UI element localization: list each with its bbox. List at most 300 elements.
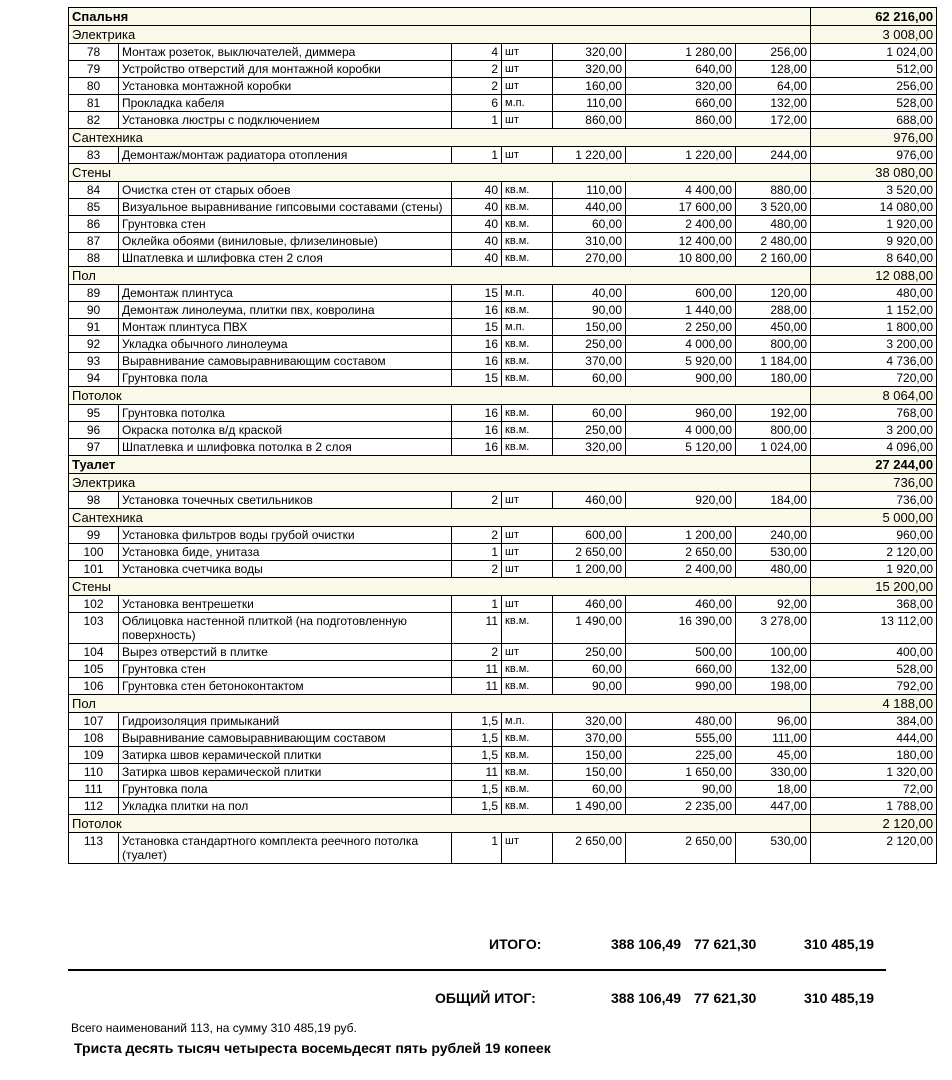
item-unit: кв.м. (502, 798, 553, 815)
item-description: Облицовка настенной плиткой (на подготовленную поверхность) (119, 613, 452, 644)
totals-divider (68, 969, 886, 971)
item-number: 79 (69, 61, 119, 78)
item-discount: 480,00 (736, 561, 811, 578)
item-total: 256,00 (811, 78, 937, 95)
item-quantity: 2 (452, 644, 502, 661)
item-discount: 447,00 (736, 798, 811, 815)
item-sum: 17 600,00 (626, 199, 736, 216)
item-quantity: 16 (452, 422, 502, 439)
item-number: 99 (69, 527, 119, 544)
section-name: Сантехника (69, 509, 811, 527)
item-total: 3 200,00 (811, 422, 937, 439)
item-unit: кв.м. (502, 405, 553, 422)
item-number: 98 (69, 492, 119, 509)
item-unit: шт (502, 112, 553, 129)
item-price: 320,00 (553, 61, 626, 78)
item-number: 95 (69, 405, 119, 422)
item-discount: 2 160,00 (736, 250, 811, 267)
item-number: 104 (69, 644, 119, 661)
item-description: Укладка плитки на пол (119, 798, 452, 815)
item-total: 528,00 (811, 95, 937, 112)
item-sum: 460,00 (626, 596, 736, 613)
estimate-sheet (68, 7, 934, 864)
item-sum: 2 400,00 (626, 561, 736, 578)
item-description: Оклейка обоями (виниловые, флизелиновые) (119, 233, 452, 250)
item-price: 370,00 (553, 353, 626, 370)
item-discount: 3 278,00 (736, 613, 811, 644)
table-row (69, 182, 937, 199)
item-total: 976,00 (811, 147, 937, 164)
item-number: 100 (69, 544, 119, 561)
item-discount: 120,00 (736, 285, 811, 302)
item-sum: 225,00 (626, 747, 736, 764)
section-header-row (69, 387, 937, 405)
item-sum: 16 390,00 (626, 613, 736, 644)
item-number: 109 (69, 747, 119, 764)
item-unit: кв.м. (502, 661, 553, 678)
table-row (69, 833, 937, 864)
item-discount: 184,00 (736, 492, 811, 509)
item-number: 86 (69, 216, 119, 233)
item-description: Шпатлевка и шлифовка потолка в 2 слоя (119, 439, 452, 456)
itogo-sum: 388 106,49 (611, 936, 682, 952)
item-number: 96 (69, 422, 119, 439)
item-total: 2 120,00 (811, 544, 937, 561)
item-description: Окраска потолка в/д краской (119, 422, 452, 439)
item-discount: 45,00 (736, 747, 811, 764)
item-discount: 111,00 (736, 730, 811, 747)
item-quantity: 16 (452, 353, 502, 370)
item-total: 688,00 (811, 112, 937, 129)
section-total: 38 080,00 (811, 164, 937, 182)
item-unit: кв.м. (502, 370, 553, 387)
item-quantity: 40 (452, 182, 502, 199)
item-price: 150,00 (553, 747, 626, 764)
item-price: 60,00 (553, 661, 626, 678)
item-unit: шт (502, 527, 553, 544)
table-row (69, 61, 937, 78)
item-discount: 198,00 (736, 678, 811, 695)
item-quantity: 2 (452, 561, 502, 578)
section-total: 736,00 (811, 474, 937, 492)
item-total: 1 920,00 (811, 561, 937, 578)
item-total: 72,00 (811, 781, 937, 798)
item-price: 1 490,00 (553, 613, 626, 644)
item-unit: кв.м. (502, 353, 553, 370)
item-total: 4 736,00 (811, 353, 937, 370)
section-header-row (69, 815, 937, 833)
section-name: Электрика (69, 26, 811, 44)
table-row (69, 439, 937, 456)
item-quantity: 16 (452, 405, 502, 422)
item-quantity: 16 (452, 439, 502, 456)
item-quantity: 1,5 (452, 781, 502, 798)
item-unit: кв.м. (502, 250, 553, 267)
item-number: 87 (69, 233, 119, 250)
item-price: 320,00 (553, 44, 626, 61)
item-description: Грунтовка стен (119, 216, 452, 233)
item-unit: кв.м. (502, 678, 553, 695)
item-price: 90,00 (553, 302, 626, 319)
item-total: 1 788,00 (811, 798, 937, 815)
item-number: 107 (69, 713, 119, 730)
room-header-row (69, 456, 937, 474)
table-row (69, 596, 937, 613)
item-total: 768,00 (811, 405, 937, 422)
item-unit: шт (502, 561, 553, 578)
item-unit: шт (502, 61, 553, 78)
item-unit: кв.м. (502, 216, 553, 233)
section-header-row (69, 695, 937, 713)
item-price: 310,00 (553, 233, 626, 250)
table-row (69, 353, 937, 370)
item-unit: кв.м. (502, 747, 553, 764)
item-discount: 192,00 (736, 405, 811, 422)
item-total: 1 320,00 (811, 764, 937, 781)
section-name: Потолок (69, 387, 811, 405)
item-number: 85 (69, 199, 119, 216)
item-quantity: 11 (452, 764, 502, 781)
item-description: Гидроизоляция примыканий (119, 713, 452, 730)
item-unit: м.п. (502, 713, 553, 730)
section-name: Сантехника (69, 129, 811, 147)
item-quantity: 1 (452, 833, 502, 864)
item-discount: 132,00 (736, 95, 811, 112)
item-discount: 1 024,00 (736, 439, 811, 456)
item-number: 88 (69, 250, 119, 267)
item-unit: кв.м. (502, 302, 553, 319)
item-quantity: 40 (452, 199, 502, 216)
section-total: 2 120,00 (811, 815, 937, 833)
item-description: Установка стандартного комплекта реечного потолка (туалет) (119, 833, 452, 864)
item-price: 150,00 (553, 764, 626, 781)
itogo-discount: 77 621,30 (694, 936, 757, 952)
item-unit: м.п. (502, 319, 553, 336)
item-total: 13 112,00 (811, 613, 937, 644)
table-row (69, 285, 937, 302)
table-row (69, 370, 937, 387)
section-header-row (69, 474, 937, 492)
item-unit: м.п. (502, 95, 553, 112)
item-sum: 600,00 (626, 285, 736, 302)
item-discount: 100,00 (736, 644, 811, 661)
item-number: 108 (69, 730, 119, 747)
item-price: 1 490,00 (553, 798, 626, 815)
item-total: 8 640,00 (811, 250, 937, 267)
item-price: 60,00 (553, 370, 626, 387)
itogo-total: 310 485,19 (804, 936, 875, 952)
item-price: 320,00 (553, 713, 626, 730)
item-total: 480,00 (811, 285, 937, 302)
table-row (69, 781, 937, 798)
item-description: Установка счетчика воды (119, 561, 452, 578)
section-total: 8 064,00 (811, 387, 937, 405)
item-price: 320,00 (553, 439, 626, 456)
item-total: 1 800,00 (811, 319, 937, 336)
table-row (69, 422, 937, 439)
item-price: 150,00 (553, 319, 626, 336)
table-row (69, 250, 937, 267)
item-total: 14 080,00 (811, 199, 937, 216)
table-row (69, 644, 937, 661)
item-discount: 1 184,00 (736, 353, 811, 370)
item-discount: 244,00 (736, 147, 811, 164)
item-description: Демонтаж линолеума, плитки пвх, ковролина (119, 302, 452, 319)
item-discount: 3 520,00 (736, 199, 811, 216)
section-header-row (69, 164, 937, 182)
section-total: 976,00 (811, 129, 937, 147)
item-total: 792,00 (811, 678, 937, 695)
item-price: 460,00 (553, 492, 626, 509)
item-total: 1 920,00 (811, 216, 937, 233)
section-total: 4 188,00 (811, 695, 937, 713)
table-row (69, 216, 937, 233)
item-sum: 1 440,00 (626, 302, 736, 319)
item-sum: 320,00 (626, 78, 736, 95)
table-row (69, 405, 937, 422)
summary-line: Всего наименований 113, на сумму 310 485,19 руб. (71, 1021, 357, 1035)
item-discount: 64,00 (736, 78, 811, 95)
item-sum: 660,00 (626, 661, 736, 678)
item-discount: 330,00 (736, 764, 811, 781)
room-name: Спальня (69, 8, 811, 26)
item-sum: 1 200,00 (626, 527, 736, 544)
item-price: 60,00 (553, 216, 626, 233)
item-unit: кв.м. (502, 781, 553, 798)
section-name: Стены (69, 578, 811, 596)
item-discount: 240,00 (736, 527, 811, 544)
item-quantity: 11 (452, 613, 502, 644)
item-number: 91 (69, 319, 119, 336)
item-description: Грунтовка пола (119, 370, 452, 387)
item-number: 113 (69, 833, 119, 864)
item-sum: 2 400,00 (626, 216, 736, 233)
estimate-body (69, 8, 937, 864)
item-sum: 2 235,00 (626, 798, 736, 815)
item-price: 2 650,00 (553, 544, 626, 561)
item-number: 89 (69, 285, 119, 302)
item-number: 102 (69, 596, 119, 613)
item-description: Установка точечных светильников (119, 492, 452, 509)
item-sum: 900,00 (626, 370, 736, 387)
item-quantity: 2 (452, 492, 502, 509)
room-total: 27 244,00 (811, 456, 937, 474)
table-row (69, 527, 937, 544)
grand-total-discount: 77 621,30 (694, 990, 757, 1006)
item-sum: 960,00 (626, 405, 736, 422)
item-price: 1 220,00 (553, 147, 626, 164)
item-description: Установка вентрешетки (119, 596, 452, 613)
item-total: 4 096,00 (811, 439, 937, 456)
item-unit: шт (502, 544, 553, 561)
item-description: Грунтовка стен бетоноконтактом (119, 678, 452, 695)
item-description: Укладка обычного линолеума (119, 336, 452, 353)
item-quantity: 2 (452, 527, 502, 544)
table-row (69, 678, 937, 695)
item-price: 250,00 (553, 644, 626, 661)
item-discount: 800,00 (736, 336, 811, 353)
item-discount: 18,00 (736, 781, 811, 798)
item-sum: 2 250,00 (626, 319, 736, 336)
item-quantity: 6 (452, 95, 502, 112)
item-description: Выравнивание самовыравнивающим составом (119, 730, 452, 747)
item-unit: шт (502, 833, 553, 864)
item-sum: 660,00 (626, 95, 736, 112)
table-row (69, 44, 937, 61)
item-quantity: 15 (452, 370, 502, 387)
item-price: 440,00 (553, 199, 626, 216)
item-total: 512,00 (811, 61, 937, 78)
estimate-table (68, 7, 937, 864)
item-quantity: 2 (452, 61, 502, 78)
table-row (69, 302, 937, 319)
item-discount: 180,00 (736, 370, 811, 387)
item-quantity: 1 (452, 112, 502, 129)
item-description: Визуальное выравнивание гипсовыми составами (стены) (119, 199, 452, 216)
item-price: 60,00 (553, 405, 626, 422)
item-quantity: 1 (452, 147, 502, 164)
item-unit: кв.м. (502, 730, 553, 747)
item-total: 1 152,00 (811, 302, 937, 319)
table-row (69, 112, 937, 129)
room-total: 62 216,00 (811, 8, 937, 26)
section-name: Пол (69, 695, 811, 713)
table-row (69, 613, 937, 644)
item-sum: 2 650,00 (626, 833, 736, 864)
item-quantity: 2 (452, 78, 502, 95)
item-quantity: 15 (452, 319, 502, 336)
item-total: 720,00 (811, 370, 937, 387)
table-row (69, 95, 937, 112)
section-header-row (69, 509, 937, 527)
table-row (69, 319, 937, 336)
item-number: 111 (69, 781, 119, 798)
item-number: 112 (69, 798, 119, 815)
item-total: 368,00 (811, 596, 937, 613)
item-number: 94 (69, 370, 119, 387)
item-total: 3 200,00 (811, 336, 937, 353)
item-quantity: 15 (452, 285, 502, 302)
item-price: 110,00 (553, 95, 626, 112)
item-unit: шт (502, 78, 553, 95)
item-discount: 132,00 (736, 661, 811, 678)
table-row (69, 730, 937, 747)
section-total: 15 200,00 (811, 578, 937, 596)
item-number: 78 (69, 44, 119, 61)
item-unit: шт (502, 644, 553, 661)
item-description: Грунтовка потолка (119, 405, 452, 422)
item-discount: 288,00 (736, 302, 811, 319)
item-description: Установка монтажной коробки (119, 78, 452, 95)
item-quantity: 1,5 (452, 730, 502, 747)
item-number: 103 (69, 613, 119, 644)
item-price: 40,00 (553, 285, 626, 302)
item-sum: 480,00 (626, 713, 736, 730)
item-sum: 990,00 (626, 678, 736, 695)
item-number: 83 (69, 147, 119, 164)
item-number: 82 (69, 112, 119, 129)
section-header-row (69, 267, 937, 285)
item-sum: 1 280,00 (626, 44, 736, 61)
section-header-row (69, 129, 937, 147)
item-unit: кв.м. (502, 764, 553, 781)
item-unit: кв.м. (502, 233, 553, 250)
item-description: Затирка швов керамической плитки (119, 764, 452, 781)
item-number: 90 (69, 302, 119, 319)
item-quantity: 4 (452, 44, 502, 61)
item-sum: 12 400,00 (626, 233, 736, 250)
table-row (69, 78, 937, 95)
item-description: Установка биде, унитаза (119, 544, 452, 561)
item-description: Установка люстры с подключением (119, 112, 452, 129)
item-description: Установка фильтров воды грубой очистки (119, 527, 452, 544)
item-description: Затирка швов керамической плитки (119, 747, 452, 764)
grand-total-label: ОБЩИЙ ИТОГ: (435, 990, 536, 1006)
grand-total-row (68, 990, 886, 1010)
itogo-row (68, 936, 886, 956)
item-total: 736,00 (811, 492, 937, 509)
item-description: Монтаж плинтуса ПВХ (119, 319, 452, 336)
item-total: 384,00 (811, 713, 937, 730)
item-unit: шт (502, 596, 553, 613)
item-sum: 920,00 (626, 492, 736, 509)
item-quantity: 1 (452, 544, 502, 561)
section-name: Электрика (69, 474, 811, 492)
table-row (69, 561, 937, 578)
item-quantity: 1 (452, 596, 502, 613)
item-description: Прокладка кабеля (119, 95, 452, 112)
item-sum: 860,00 (626, 112, 736, 129)
item-quantity: 1,5 (452, 798, 502, 815)
item-quantity: 1,5 (452, 713, 502, 730)
item-sum: 5 920,00 (626, 353, 736, 370)
amount-in-words: Триста десять тысяч четыреста восемьдесят пять рублей 19 копеек (74, 1040, 551, 1056)
item-total: 3 520,00 (811, 182, 937, 199)
item-sum: 10 800,00 (626, 250, 736, 267)
item-unit: кв.м. (502, 199, 553, 216)
table-row (69, 713, 937, 730)
item-number: 93 (69, 353, 119, 370)
item-price: 90,00 (553, 678, 626, 695)
item-sum: 90,00 (626, 781, 736, 798)
section-name: Потолок (69, 815, 811, 833)
item-quantity: 40 (452, 216, 502, 233)
item-discount: 96,00 (736, 713, 811, 730)
item-number: 81 (69, 95, 119, 112)
item-sum: 500,00 (626, 644, 736, 661)
item-number: 101 (69, 561, 119, 578)
item-discount: 256,00 (736, 44, 811, 61)
item-sum: 4 000,00 (626, 336, 736, 353)
item-price: 860,00 (553, 112, 626, 129)
item-price: 2 650,00 (553, 833, 626, 864)
item-discount: 880,00 (736, 182, 811, 199)
item-quantity: 11 (452, 678, 502, 695)
table-row (69, 544, 937, 561)
section-name: Стены (69, 164, 811, 182)
item-unit: шт (502, 492, 553, 509)
section-total: 12 088,00 (811, 267, 937, 285)
item-discount: 530,00 (736, 544, 811, 561)
item-total: 528,00 (811, 661, 937, 678)
room-name: Туалет (69, 456, 811, 474)
item-discount: 172,00 (736, 112, 811, 129)
item-unit: м.п. (502, 285, 553, 302)
item-number: 84 (69, 182, 119, 199)
item-price: 600,00 (553, 527, 626, 544)
item-description: Выравнивание самовыравнивающим составом (119, 353, 452, 370)
table-row (69, 661, 937, 678)
